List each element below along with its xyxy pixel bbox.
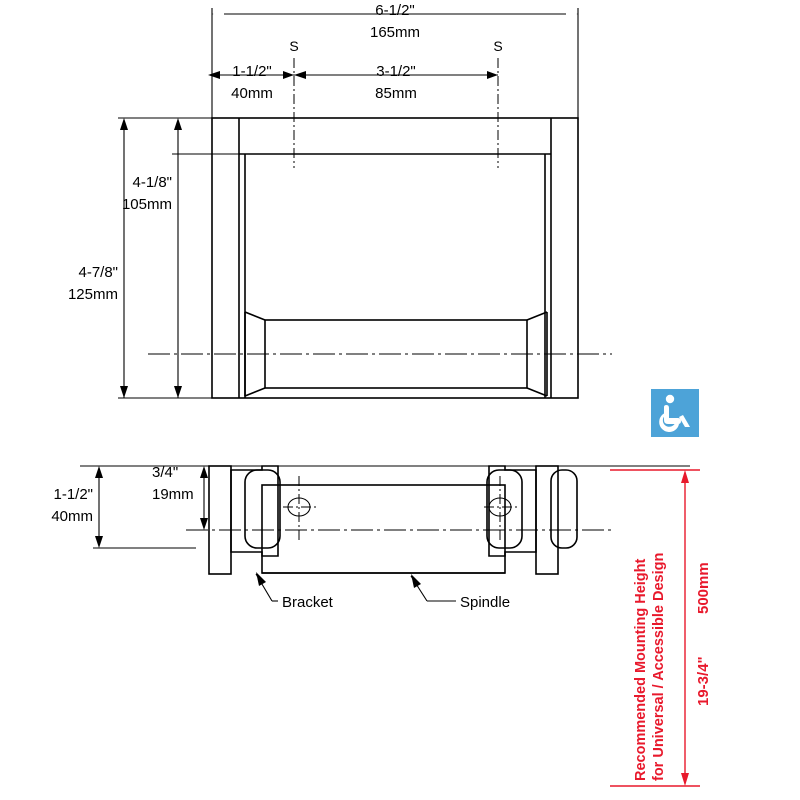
depth-small-inches: 3/4" bbox=[152, 464, 179, 481]
inner-height-dimension bbox=[172, 118, 245, 398]
overall-width-mm: 165mm bbox=[369, 24, 421, 41]
outer-height-inches: 4-7/8" bbox=[78, 264, 118, 281]
mounting-note-line2: for Universal / Accessible Design bbox=[651, 552, 667, 781]
mounting-height-inches: 19-3/4" bbox=[695, 656, 712, 706]
outer-height-mm: 125mm bbox=[67, 286, 118, 303]
inner-height-mm: 105mm bbox=[121, 196, 172, 213]
inner-height-inches: 4-1/8" bbox=[132, 174, 172, 191]
bracket-callout-label: Bracket bbox=[282, 594, 333, 611]
spindle-callout-label: Spindle bbox=[460, 594, 511, 611]
depth-small-mm: 19mm bbox=[152, 486, 194, 503]
screw-marker-left: S bbox=[289, 38, 299, 54]
mounting-note-line1: Recommended Mounting Height bbox=[633, 558, 649, 781]
bracket-callout-leader bbox=[256, 572, 278, 601]
depth-large-inches: 1-1/2" bbox=[53, 486, 93, 503]
left-offset-inches: 1-1/2" bbox=[232, 63, 272, 80]
left-offset-mm: 40mm bbox=[231, 85, 273, 102]
spindle-callout-leader bbox=[411, 574, 456, 601]
side-view-body bbox=[209, 466, 577, 574]
mounting-height-dimension bbox=[681, 470, 689, 786]
wheelchair-icon bbox=[651, 389, 699, 437]
depth-small-dimension bbox=[200, 466, 208, 530]
screw-marker-right: S bbox=[493, 38, 503, 54]
overall-width-inches: 6-1/2" bbox=[375, 2, 415, 19]
screw-spacing-mm: 85mm bbox=[375, 85, 417, 102]
screw-spacing-inches: 3-1/2" bbox=[376, 63, 416, 80]
mounting-height-mm: 500mm bbox=[695, 562, 712, 614]
depth-large-mm: 40mm bbox=[51, 508, 93, 525]
outer-height-dimension bbox=[118, 118, 212, 398]
depth-large-dimension bbox=[93, 466, 196, 548]
front-view-body bbox=[212, 118, 578, 398]
